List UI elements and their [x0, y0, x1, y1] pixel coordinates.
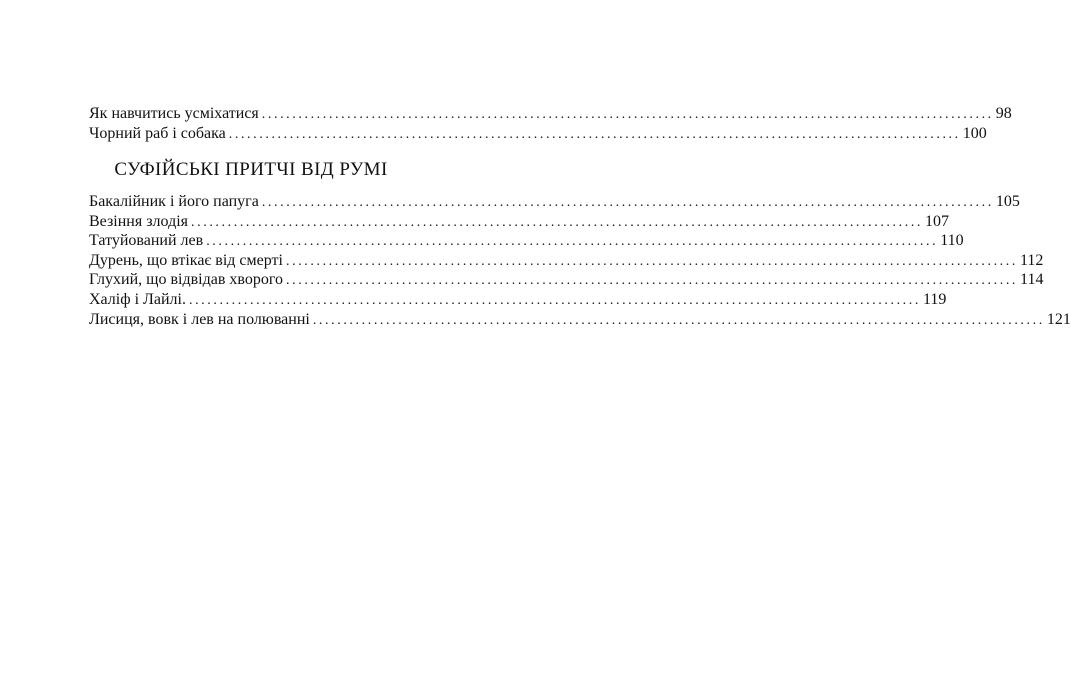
toc-entry-page: 110 — [940, 232, 964, 250]
toc-leader-dots: ........................................................................................................................ — [191, 214, 924, 230]
toc-entry-title: Бакалійник і його папуга — [89, 193, 259, 210]
toc-entry — [89, 310, 1071, 330]
toc-entry — [89, 124, 987, 144]
toc-entry-title: Лисиця, вовк і лев на полюванні — [89, 310, 310, 328]
toc-entry-title: Як навчитись усміхатися — [89, 105, 259, 122]
toc-entry-title: Халіф і Лайлі. — [89, 290, 186, 308]
toc-entry — [89, 270, 1044, 290]
toc-leader-dots: ........................................................................................................................ — [261, 107, 994, 122]
toc-entry-page: 121 — [1046, 310, 1071, 328]
toc-entry — [89, 212, 950, 232]
toc-entry — [89, 290, 947, 310]
toc-entry-page: 100 — [962, 124, 987, 142]
toc-entry — [89, 251, 1044, 271]
toc-leader-dots: ........................................................................................................................ — [206, 234, 939, 250]
toc-entry — [89, 192, 1020, 212]
toc-entry — [89, 231, 964, 251]
toc-entry-page: 98 — [995, 105, 1012, 122]
toc-entry-page: 112 — [1019, 251, 1044, 269]
toc-leader-dots: ........................................................................................................................ — [228, 126, 961, 142]
toc-leader-dots: ........................................................................................................................ — [286, 273, 1019, 289]
toc-entry-page: 119 — [922, 290, 947, 308]
toc-entry-title: Везіння злодія — [89, 212, 189, 230]
toc-entry-page: 107 — [925, 212, 950, 230]
toc-leader-dots: ........................................................................................................................ — [261, 195, 994, 210]
toc-entry-title: Глухий, що відвідав хворого — [89, 271, 284, 289]
toc-entry-page: 114 — [1020, 271, 1044, 289]
toc-list-first — [89, 104, 1012, 143]
toc-leader-dots: ........................................................................................................................ — [285, 253, 1018, 269]
section-heading: СУФІЙСЬКІ ПРИТЧІ ВІД РУМІ — [114, 159, 388, 180]
toc-leader-dots: ........................................................................................................................ — [188, 292, 921, 308]
toc-entry-title: Дурень, що втікає від смерті — [89, 251, 283, 269]
toc-leader-dots: ........................................................................................................................ — [312, 312, 1045, 328]
toc-entry-page: 105 — [995, 193, 1020, 210]
toc-entry — [89, 104, 1012, 124]
toc-list-second — [89, 192, 1071, 329]
toc-entry-title: Чорний раб і собака — [89, 124, 226, 142]
toc-entry-title: Татуйований лев — [89, 232, 204, 250]
